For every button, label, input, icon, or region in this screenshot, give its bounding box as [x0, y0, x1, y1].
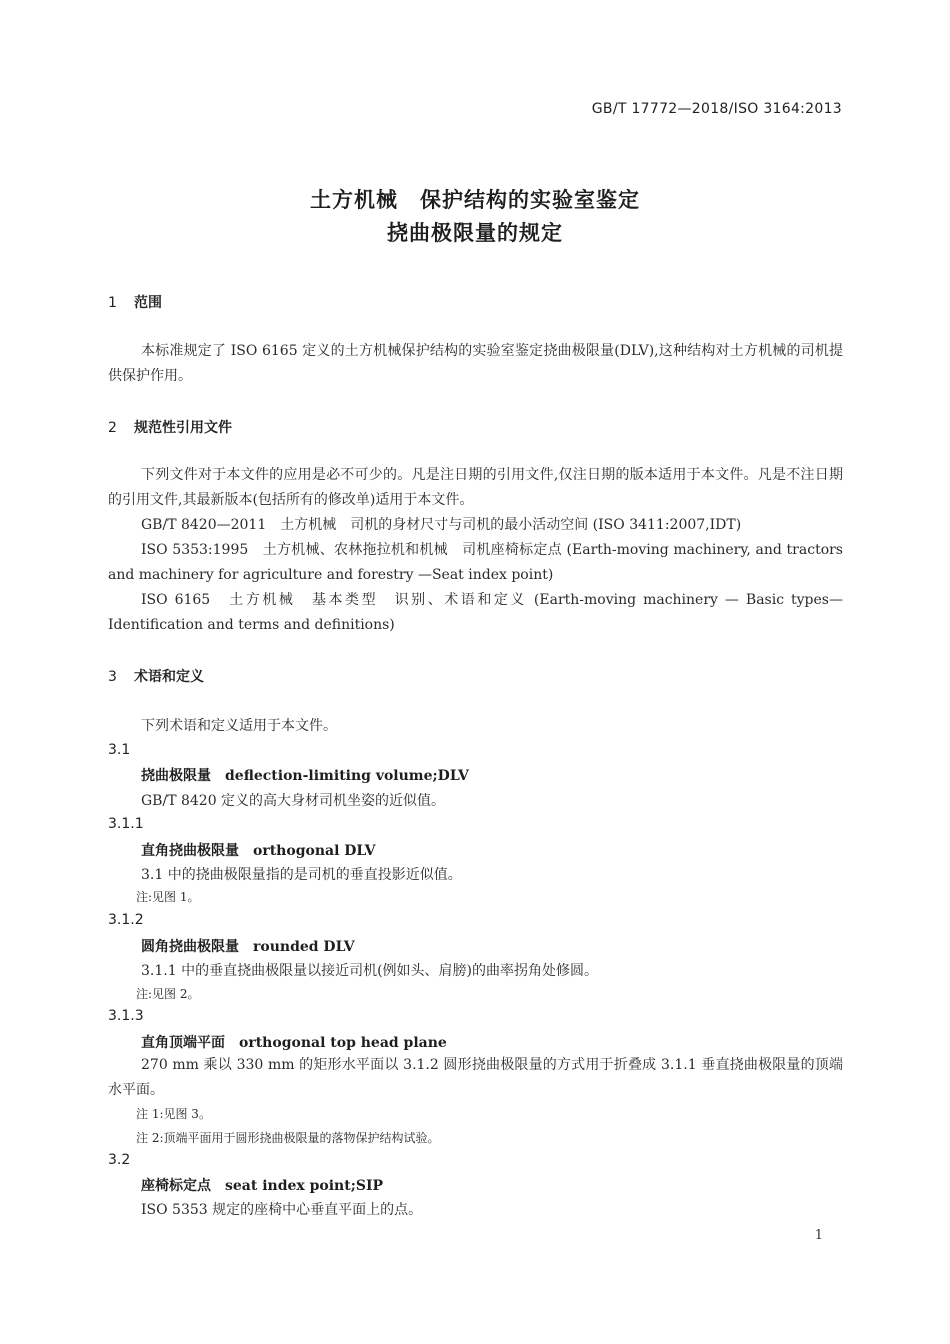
section-title: 术语和定义: [134, 669, 204, 685]
document-title-line2: 挠曲极限量的规定: [387, 221, 563, 245]
term-entry: [141, 1175, 383, 1195]
section-2-heading: [108, 417, 232, 437]
document-title-line1: 土方机械 保护结构的实验室鉴定: [310, 188, 640, 212]
term-definition: 270 mm 乘以 330 mm 的矩形水平面以 3.1.2 圆形挠曲极限量的方式用于折叠成 3.1.1 垂直挠曲极限量的顶端水平面。: [108, 1057, 843, 1098]
term-entry: [141, 765, 469, 785]
section-title: 规范性引用文件: [134, 420, 232, 436]
term-english: orthogonal DLV: [253, 843, 376, 859]
term-note: 注:见图 2。: [136, 987, 200, 1001]
clause-number: 3.2: [108, 1152, 131, 1168]
section-number: 2: [108, 420, 117, 436]
term-chinese: 座椅标定点: [141, 1178, 211, 1194]
term-definition: GB/T 8420 定义的高大身材司机坐姿的近似值。: [141, 793, 446, 809]
term-note-1: 注 1:见图 3。: [136, 1107, 211, 1121]
page-number: 1: [814, 1228, 823, 1243]
section-1-paragraph: 本标准规定了 ISO 6165 定义的土方机械保护结构的实验室鉴定挠曲极限量(DLV),这种结构对土方机械的司机提供保护作用。: [108, 343, 843, 384]
term-english: rounded DLV: [253, 939, 355, 955]
term-chinese: 圆角挠曲极限量: [141, 939, 239, 955]
term-english: deflection-limiting volume;DLV: [225, 768, 469, 784]
clause-number: 3.1.3: [108, 1008, 144, 1024]
term-english: seat index point;SIP: [225, 1178, 384, 1194]
reference-gbt8420: GB/T 8420—2011 土方机械 司机的身材尺寸与司机的最小活动空间 (ISO 3411:2007,IDT): [141, 517, 742, 533]
section-2-paragraph: 下列文件对于本文件的应用是必不可少的。凡是注日期的引用文件,仅注日期的版本适用于本文件。凡是不注日期的引用文件,其最新版本(包括所有的修改单)适用于本文件。: [108, 467, 843, 508]
term-chinese: 直角顶端平面: [141, 1035, 225, 1051]
term-entry: [141, 936, 355, 956]
term-note-2: 注 2:顶端平面用于圆形挠曲极限量的落物保护结构试验。: [136, 1131, 440, 1145]
section-3-intro: 下列术语和定义适用于本文件。: [141, 718, 337, 734]
section-3-heading: [108, 666, 204, 686]
term-chinese: 挠曲极限量: [141, 768, 211, 784]
term-english: orthogonal top head plane: [239, 1035, 447, 1051]
section-1-heading: [108, 292, 162, 312]
standard-code: GB/T 17772—2018/ISO 3164:2013: [591, 101, 842, 117]
term-definition: 3.1.1 中的垂直挠曲极限量以接近司机(例如头、肩膀)的曲率拐角处修圆。: [141, 963, 598, 979]
section-number: 1: [108, 295, 117, 311]
term-definition: ISO 5353 规定的座椅中心垂直平面上的点。: [141, 1202, 423, 1218]
term-definition: 3.1 中的挠曲极限量指的是司机的垂直投影近似值。: [141, 867, 462, 883]
term-note: 注:见图 1。: [136, 890, 200, 904]
term-chinese: 直角挠曲极限量: [141, 843, 239, 859]
reference-iso6165: ISO 6165 土方机械 基本类型 识别、术语和定义 (Earth-moving machinery — Basic types—Identification and terms and definitions): [108, 592, 843, 633]
clause-number: 3.1: [108, 742, 131, 758]
section-title: 范围: [134, 295, 162, 311]
clause-number: 3.1.2: [108, 912, 144, 928]
clause-number: 3.1.1: [108, 816, 144, 832]
section-number: 3: [108, 669, 117, 685]
reference-iso5353: ISO 5353:1995 土方机械、农林拖拉机和机械 司机座椅标定点 (Earth-moving machinery, and tractors and machinery for agriculture and forestry —Seat index point): [108, 542, 843, 583]
term-entry: [141, 840, 375, 860]
term-entry: [141, 1032, 447, 1052]
